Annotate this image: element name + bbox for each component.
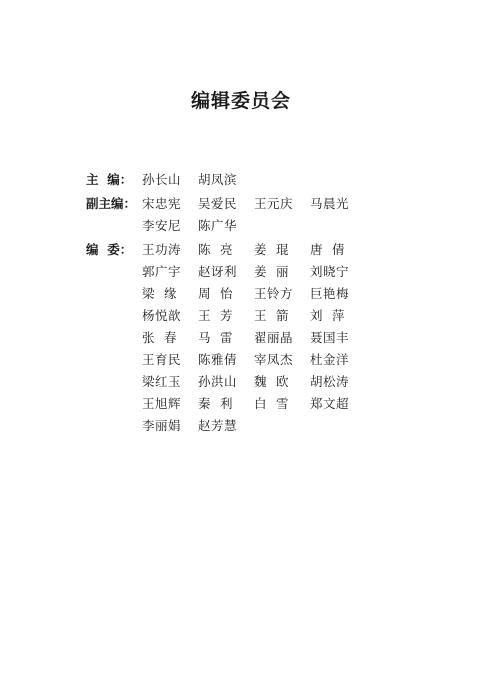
person-name: 王旭辉 <box>142 396 182 411</box>
role-label-spacer <box>86 283 142 305</box>
name-list <box>142 371 366 393</box>
person-name: 王 芳 <box>198 308 233 323</box>
role-label: 副主编： <box>86 196 137 211</box>
person-name: 陈广华 <box>198 218 238 233</box>
person-name: 刘晓宁 <box>310 264 350 279</box>
role-row <box>86 239 366 261</box>
person-name: 王 箭 <box>254 308 289 323</box>
person-name: 王元庆 <box>254 196 294 211</box>
role-row <box>86 327 366 349</box>
person-name: 胡凤滨 <box>198 172 238 187</box>
role-label-spacer <box>86 371 142 393</box>
person-name: 赵讶利 <box>198 264 238 279</box>
role-label-spacer <box>86 327 142 349</box>
person-name: 周 怡 <box>198 286 233 301</box>
person-name: 梁红玉 <box>142 374 182 389</box>
person-name: 陈雅倩 <box>198 352 238 367</box>
person-name: 赵芳慧 <box>198 418 238 433</box>
role-label-spacer <box>86 261 142 283</box>
role-row <box>86 415 366 437</box>
person-name: 王育民 <box>142 352 182 367</box>
person-name: 巨艳梅 <box>310 286 350 301</box>
role-row <box>86 283 366 305</box>
name-list <box>142 283 366 305</box>
person-name: 郑文超 <box>310 396 350 411</box>
role-row <box>86 393 366 415</box>
role-row <box>86 215 366 237</box>
role-label-spacer <box>86 415 142 437</box>
role-label: 编 委： <box>86 242 133 257</box>
page-title: 编辑委员会 <box>190 90 291 112</box>
person-name: 白 雪 <box>254 396 289 411</box>
role-label-spacer <box>86 393 142 415</box>
committee-list <box>86 169 366 439</box>
role-label-spacer <box>86 215 142 237</box>
person-name: 郭广宇 <box>142 264 182 279</box>
name-list <box>142 349 366 371</box>
role-label: 主 编： <box>86 172 133 187</box>
person-name: 姜 丽 <box>254 264 289 279</box>
name-list <box>142 305 366 327</box>
person-name: 秦 利 <box>198 396 233 411</box>
person-name: 唐 倩 <box>310 242 345 257</box>
person-name: 马 雷 <box>198 330 233 345</box>
person-name: 胡松涛 <box>310 374 350 389</box>
person-name: 陈 亮 <box>198 242 233 257</box>
person-name: 王铃方 <box>254 286 294 301</box>
role-row <box>86 305 366 327</box>
name-list <box>142 239 366 261</box>
person-name: 姜 琨 <box>254 242 289 257</box>
person-name: 马晨光 <box>310 196 350 211</box>
role-label-spacer <box>86 349 142 371</box>
person-name: 李丽娟 <box>142 418 182 433</box>
role-row <box>86 261 366 283</box>
person-name: 张 春 <box>142 330 177 345</box>
person-name: 梁 缘 <box>142 286 177 301</box>
role-block <box>86 193 366 237</box>
person-name: 魏 欧 <box>254 374 289 389</box>
name-list <box>142 261 366 283</box>
name-list <box>142 215 254 237</box>
person-name: 孙长山 <box>142 172 182 187</box>
person-name: 杨悦歆 <box>142 308 182 323</box>
name-list <box>142 415 254 437</box>
name-list <box>142 169 254 191</box>
person-name: 吴爱民 <box>198 196 238 211</box>
person-name: 孙洪山 <box>198 374 238 389</box>
role-row <box>86 371 366 393</box>
role-row <box>86 169 366 191</box>
role-row <box>86 193 366 215</box>
person-name: 李安尼 <box>142 218 182 233</box>
person-name: 杜金洋 <box>310 352 350 367</box>
person-name: 翟丽晶 <box>254 330 294 345</box>
person-name: 宰凤杰 <box>254 352 294 367</box>
person-name: 刘 萍 <box>310 308 345 323</box>
person-name: 王功涛 <box>142 242 182 257</box>
role-block <box>86 169 366 191</box>
person-name: 聂国丰 <box>310 330 350 345</box>
name-list <box>142 327 366 349</box>
person-name: 宋忠宪 <box>142 196 182 211</box>
name-list <box>142 193 366 215</box>
name-list <box>142 393 366 415</box>
role-block <box>86 239 366 437</box>
role-label-spacer <box>86 305 142 327</box>
role-row <box>86 349 366 371</box>
